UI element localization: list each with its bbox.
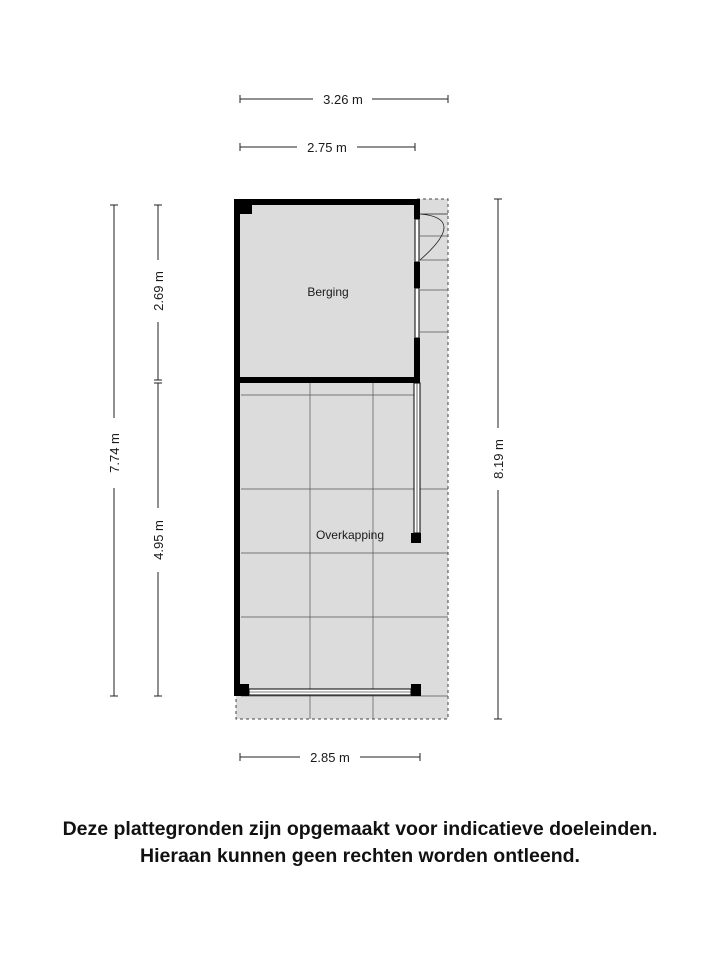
corner-post-tl (240, 205, 252, 214)
room-label-overkapping: Overkapping (315, 528, 385, 542)
disclaimer-line-1: Deze plattegronden zijn opgemaakt voor indicatieve doeleinden. (62, 818, 658, 840)
wall-middle (234, 377, 420, 383)
dim-left-total: 7.74 m (107, 433, 122, 473)
dim-bottom: 2.85 m (310, 750, 350, 765)
wall-right-lower (414, 338, 420, 383)
wall-right-upper (414, 199, 420, 219)
side-strip-floor (417, 199, 448, 380)
dim-top-inner: 2.75 m (307, 140, 347, 155)
dim-right-total: 8.19 m (491, 439, 506, 479)
wall-right-mid (414, 262, 420, 288)
window-right-lower (415, 288, 419, 338)
post-middle (411, 533, 421, 543)
dim-top-outer: 3.26 m (323, 92, 363, 107)
disclaimer-line-2: Hieraan kunnen geen rechten worden ontleend. (140, 845, 580, 867)
room-label-berging: Berging (307, 285, 349, 299)
post-bottom-right (411, 684, 421, 696)
dim-left-overkapping: 4.95 m (151, 520, 166, 560)
wall-top (234, 199, 420, 205)
post-bottom-left (234, 684, 249, 696)
dim-left-berging: 2.69 m (151, 271, 166, 311)
window-right-upper (415, 219, 419, 262)
wall-left (234, 199, 240, 696)
